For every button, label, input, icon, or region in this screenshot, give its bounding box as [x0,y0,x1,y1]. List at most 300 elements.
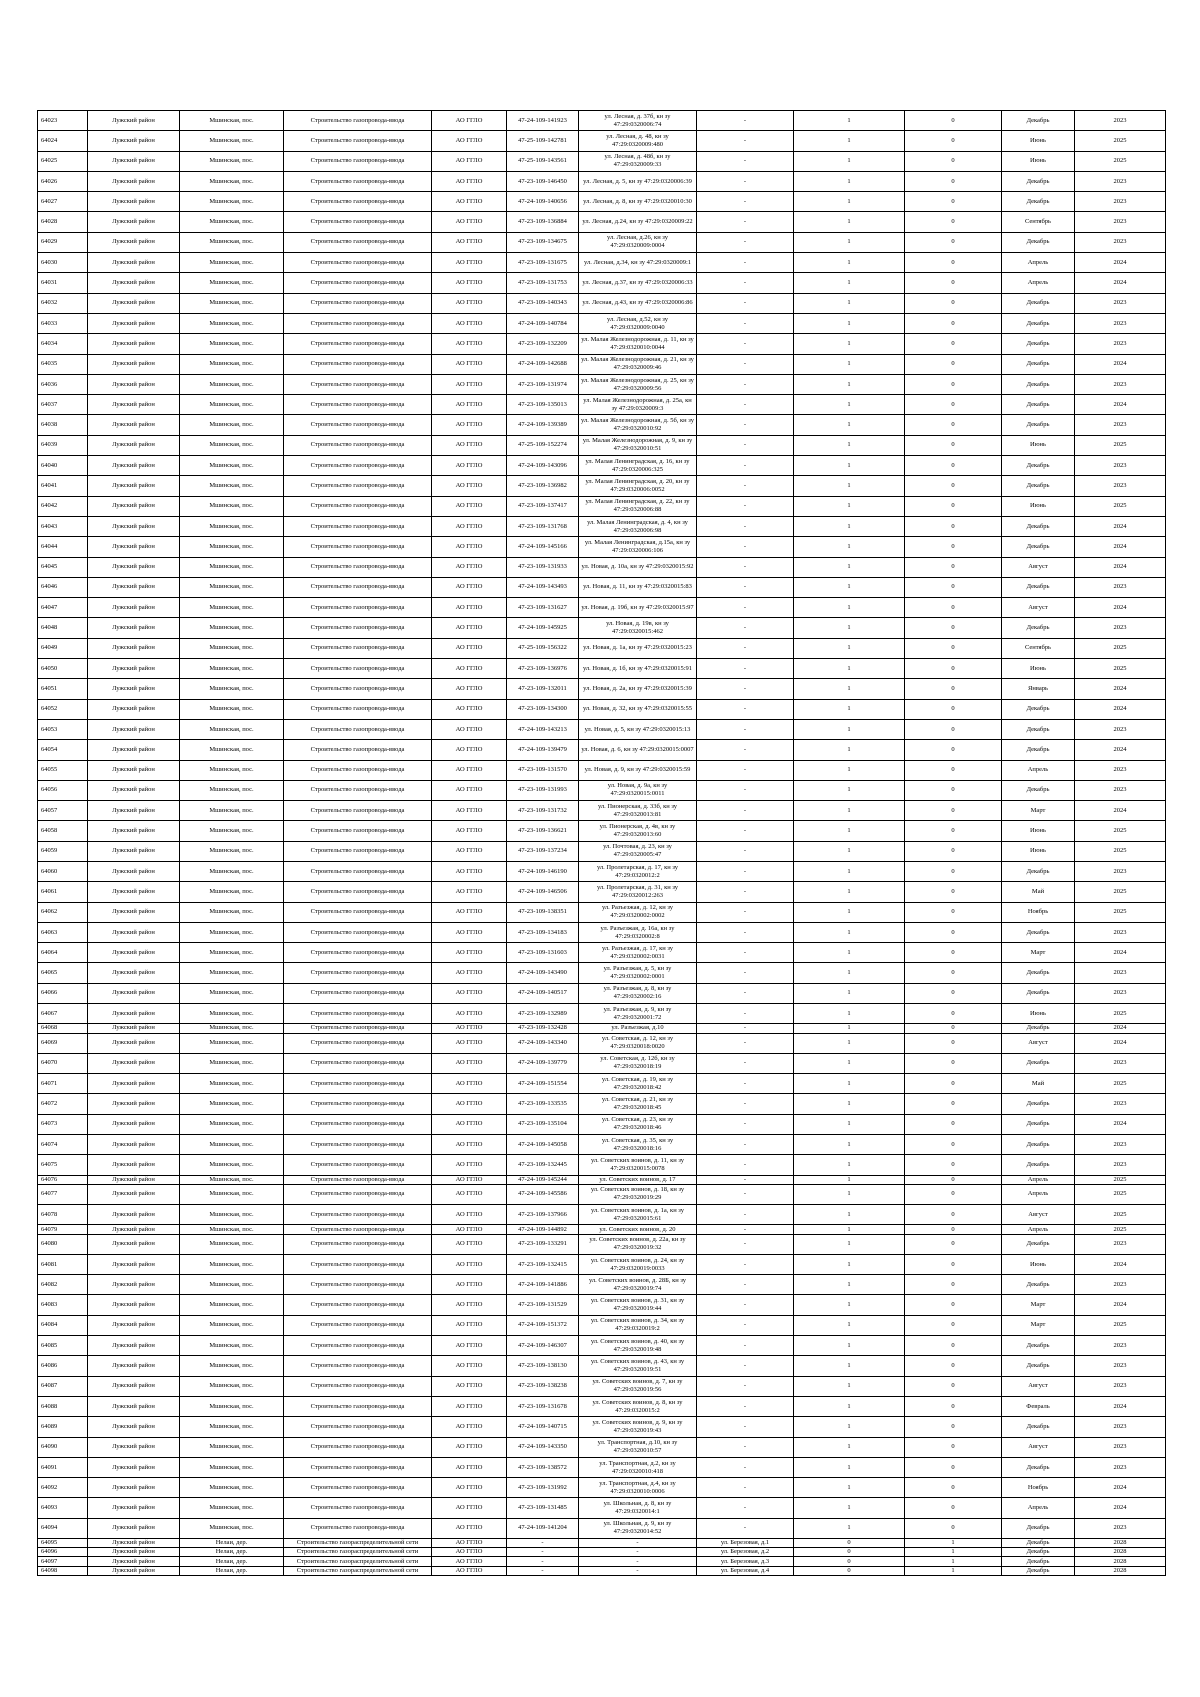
cell-district: Лужский район [88,821,180,841]
cell-id: 64076 [38,1175,88,1184]
cell-street: - [697,1437,794,1457]
cell-year: 2023 [1075,1135,1166,1155]
cell-organization: АО ГГЛО [432,293,507,313]
cell-address: ул. Новая, д. 5, кн зу 47:29:0320015:13 [579,719,697,739]
cell-year: 2024 [1075,1396,1166,1416]
cell-address: ул. Советских воинов, д. 9, кн зу 47:29:0320019:43 [579,1417,697,1437]
cell-month: Декабрь [1002,1457,1075,1477]
cell-id: 64092 [38,1478,88,1498]
cell-address: ул. Новая, д. 19б, кн зу 47:29:0320015:97 [579,598,697,618]
cell-work-type: Строительство газопровода-ввода [284,983,432,1003]
cell-id: 64075 [38,1155,88,1175]
cell-district: Лужский район [88,1275,180,1295]
cell-street: - [697,679,794,699]
cell-count-a: 1 [794,1094,905,1114]
cell-street: - [697,861,794,881]
cell-street: - [697,476,794,496]
table-row [38,699,1166,719]
cell-work-type: Строительство газопровода-ввода [284,638,432,658]
cell-count-a: 1 [794,1498,905,1518]
cell-count-a: 1 [794,212,905,232]
cell-organization: АО ГГЛО [432,598,507,618]
cell-settlement: Мшинская, пос. [180,963,284,983]
cell-address: ул. Малая Железнодорожная, д. 9, кн зу 47:29:0320010:51 [579,435,697,455]
cell-address: ул. Малая Железнодорожная, д. 11, кн зу 47:29:0320010:0044 [579,334,697,354]
table-row [38,659,1166,679]
cell-street: - [697,415,794,435]
cell-code: 47-24-109-145586 [507,1184,579,1204]
cell-year: 2024 [1075,354,1166,374]
cell-street: - [697,1053,794,1073]
cell-year: 2028 [1075,1566,1166,1575]
cell-settlement: Мшинская, пос. [180,1498,284,1518]
cell-count-b: 0 [905,882,1002,902]
cell-district: Лужский район [88,760,180,780]
table-row [38,456,1166,476]
cell-code: 47-24-109-139389 [507,415,579,435]
cell-settlement: Мшинская, пос. [180,1336,284,1356]
cell-code: 47-24-109-145166 [507,537,579,557]
cell-work-type: Строительство газопровода-ввода [284,1074,432,1094]
cell-street: - [697,719,794,739]
cell-count-b: 0 [905,780,1002,800]
cell-code: 47-24-109-151372 [507,1315,579,1335]
cell-settlement: Мшинская, пос. [180,577,284,597]
cell-count-b: 0 [905,659,1002,679]
cell-work-type: Строительство газопровода-ввода [284,1275,432,1295]
cell-district: Лужский район [88,1557,180,1566]
cell-year: 2025 [1075,1004,1166,1024]
cell-district: Лужский район [88,1518,180,1538]
cell-count-b: 0 [905,922,1002,942]
cell-id: 64093 [38,1498,88,1518]
cell-code: - [507,1539,579,1548]
table-row [38,922,1166,942]
cell-code: 47-23-109-136982 [507,476,579,496]
cell-count-b: 0 [905,1033,1002,1053]
table-row [38,1437,1166,1457]
cell-district: Лужский район [88,1074,180,1094]
cell-district: Лужский район [88,516,180,536]
cell-code: 47-23-109-146450 [507,171,579,191]
cell-code: 47-24-109-139479 [507,740,579,760]
cell-count-a: 1 [794,1295,905,1315]
cell-count-a: 1 [794,151,905,171]
cell-count-a: 1 [794,131,905,151]
cell-month: Май [1002,1074,1075,1094]
cell-year: 2024 [1075,740,1166,760]
cell-address: ул. Новая, д. 2а, кн зу 47:29:0320015:39 [579,679,697,699]
cell-month: Декабрь [1002,740,1075,760]
cell-count-a: 1 [794,537,905,557]
cell-count-a: 1 [794,861,905,881]
cell-district: Лужский район [88,618,180,638]
cell-id: 64026 [38,171,88,191]
cell-month: Декабрь [1002,1417,1075,1437]
cell-settlement: Мшинская, пос. [180,476,284,496]
cell-organization: АО ГГЛО [432,516,507,536]
cell-address: ул. Советская, д. 35, кн зу 47:29:0320018:16 [579,1135,697,1155]
cell-district: Лужский район [88,841,180,861]
cell-address: ул. Пионерская, д. 33б, кн зу 47:29:0320013:81 [579,801,697,821]
cell-year: 2024 [1075,1478,1166,1498]
table-row [38,1184,1166,1204]
cell-settlement: Мшинская, пос. [180,1356,284,1376]
cell-settlement: Мшинская, пос. [180,1315,284,1335]
cell-settlement: Мшинская, пос. [180,1024,284,1033]
cell-year: 2025 [1075,882,1166,902]
cell-month: Декабрь [1002,192,1075,212]
cell-organization: АО ГГЛО [432,1376,507,1396]
cell-settlement: Мшинская, пос. [180,253,284,273]
cell-settlement: Мшинская, пос. [180,516,284,536]
cell-id: 64086 [38,1356,88,1376]
cell-work-type: Строительство газопровода-ввода [284,212,432,232]
cell-month: Август [1002,557,1075,577]
cell-month: Март [1002,1295,1075,1315]
cell-count-b: 0 [905,516,1002,536]
cell-count-a: 1 [794,435,905,455]
table-row [38,740,1166,760]
cell-id: 64048 [38,618,88,638]
cell-address: ул. Малая Железнодорожная, д. 5б, кн зу 47:29:0320010:92 [579,415,697,435]
cell-street: - [697,253,794,273]
cell-district: Лужский район [88,1356,180,1376]
cell-work-type: Строительство газопровода-ввода [284,415,432,435]
cell-organization: АО ГГЛО [432,415,507,435]
cell-district: Лужский район [88,1114,180,1134]
cell-street: - [697,841,794,861]
cell-organization: АО ГГЛО [432,1074,507,1094]
cell-count-b: 0 [905,841,1002,861]
cell-district: Лужский район [88,253,180,273]
cell-id: 64025 [38,151,88,171]
cell-street: - [697,1024,794,1033]
cell-street: - [697,374,794,394]
cell-organization: АО ГГЛО [432,1437,507,1457]
cell-organization: АО ГГЛО [432,1155,507,1175]
cell-street: - [697,801,794,821]
cell-address: ул. Малая Ленинградская, д. 16, кн зу 47:29:0320006:325 [579,456,697,476]
cell-address: ул. Советская, д. 23, кн зу 47:29:0320018:46 [579,1114,697,1134]
cell-count-b: 0 [905,212,1002,232]
cell-work-type: Строительство газопровода-ввода [284,659,432,679]
cell-year: 2024 [1075,1033,1166,1053]
table-row [38,151,1166,171]
cell-work-type: Строительство газопровода-ввода [284,1053,432,1073]
cell-settlement: Нелаи, дер. [180,1566,284,1575]
cell-id: 64061 [38,882,88,902]
cell-count-a: 1 [794,1033,905,1053]
cell-id: 64054 [38,740,88,760]
cell-id: 64049 [38,638,88,658]
cell-district: Лужский район [88,1336,180,1356]
cell-settlement: Мшинская, пос. [180,537,284,557]
cell-id: 64071 [38,1074,88,1094]
cell-address: ул. Советских воинов, д. 34, кн зу 47:29:0320019:2 [579,1315,697,1335]
cell-month: Июнь [1002,435,1075,455]
cell-organization: АО ГГЛО [432,456,507,476]
cell-settlement: Мшинская, пос. [180,192,284,212]
cell-work-type: Строительство газопровода-ввода [284,354,432,374]
cell-work-type: Строительство газопровода-ввода [284,1184,432,1204]
cell-street: - [697,131,794,151]
cell-street: - [697,1295,794,1315]
cell-count-a: 1 [794,1205,905,1225]
cell-district: Лужский район [88,598,180,618]
cell-address: ул. Советская, д. 21, кн зу 47:29:0320018:45 [579,1094,697,1114]
cell-address: ул. Пионерская, д. 4в, кн зу 47:29:0320013:60 [579,821,697,841]
cell-month: Март [1002,801,1075,821]
cell-code: 47-24-109-142688 [507,354,579,374]
cell-address: ул. Школьная, д. 8, кн зу 47:29:0320014:1 [579,1498,697,1518]
table-row [38,1033,1166,1053]
table-row [38,1566,1166,1575]
cell-address: ул. Лесная, д. 48б, кн зу 47:29:0320009:33 [579,151,697,171]
table-row [38,1356,1166,1376]
cell-code: 47-25-109-143561 [507,151,579,171]
cell-street: - [697,456,794,476]
cell-year: 2023 [1075,1417,1166,1437]
cell-year: 2023 [1075,922,1166,942]
cell-work-type: Строительство газопровода-ввода [284,1114,432,1134]
table-row [38,1498,1166,1518]
cell-code: 47-23-109-131675 [507,253,579,273]
cell-month: Декабрь [1002,1094,1075,1114]
table-row [38,171,1166,191]
cell-address: ул. Лесная, д.43, кн зу 47:29:0320006:86 [579,293,697,313]
cell-code: 47-23-109-134183 [507,922,579,942]
cell-count-a: 1 [794,821,905,841]
cell-count-b: 0 [905,577,1002,597]
cell-month: Июнь [1002,1254,1075,1274]
cell-month: Декабрь [1002,1548,1075,1557]
cell-count-b: 0 [905,1254,1002,1274]
cell-year: 2023 [1075,1336,1166,1356]
cell-code: 47-23-109-138351 [507,902,579,922]
cell-settlement: Мшинская, пос. [180,1175,284,1184]
table-row [38,1114,1166,1134]
cell-month: Декабрь [1002,1539,1075,1548]
cell-id: 64098 [38,1566,88,1575]
cell-street: - [697,1114,794,1134]
cell-month: Март [1002,943,1075,963]
cell-id: 64041 [38,476,88,496]
cell-year: 2023 [1075,963,1166,983]
cell-month: Декабрь [1002,374,1075,394]
cell-organization: АО ГГЛО [432,1225,507,1234]
cell-work-type: Строительство газопровода-ввода [284,598,432,618]
cell-settlement: Мшинская, пос. [180,821,284,841]
cell-district: Лужский район [88,496,180,516]
cell-count-a: 1 [794,1234,905,1254]
cell-count-a: 1 [794,1225,905,1234]
cell-street: - [697,1518,794,1538]
cell-settlement: Нелаи, дер. [180,1548,284,1557]
cell-work-type: Строительство газопровода-ввода [284,192,432,212]
cell-count-b: 0 [905,598,1002,618]
cell-id: 64044 [38,537,88,557]
cell-settlement: Мшинская, пос. [180,780,284,800]
cell-year: 2025 [1075,1175,1166,1184]
cell-id: 64073 [38,1114,88,1134]
cell-work-type: Строительство газопровода-ввода [284,1254,432,1274]
cell-work-type: Строительство газопровода-ввода [284,456,432,476]
document-page [37,110,1165,1576]
cell-settlement: Мшинская, пос. [180,212,284,232]
cell-code: 47-24-109-143213 [507,719,579,739]
cell-settlement: Мшинская, пос. [180,557,284,577]
cell-count-a: 1 [794,1336,905,1356]
cell-count-b: 0 [905,232,1002,252]
cell-month: Декабрь [1002,1356,1075,1376]
cell-count-a: 1 [794,841,905,861]
cell-organization: АО ГГЛО [432,943,507,963]
cell-code: 47-23-109-132011 [507,679,579,699]
cell-organization: АО ГГЛО [432,577,507,597]
cell-count-b: 0 [905,171,1002,191]
cell-count-b: 0 [905,821,1002,841]
cell-street: - [697,537,794,557]
cell-organization: АО ГГЛО [432,1175,507,1184]
cell-year: 2023 [1075,415,1166,435]
cell-year: 2024 [1075,395,1166,415]
cell-settlement: Мшинская, пос. [180,740,284,760]
cell-organization: АО ГГЛО [432,151,507,171]
cell-street: - [697,1135,794,1155]
cell-count-a: 1 [794,334,905,354]
cell-count-b: 0 [905,1053,1002,1073]
cell-district: Лужский район [88,1004,180,1024]
cell-settlement: Мшинская, пос. [180,1155,284,1175]
table-row [38,679,1166,699]
cell-settlement: Мшинская, пос. [180,1275,284,1295]
cell-street: - [697,1478,794,1498]
cell-month: Декабрь [1002,537,1075,557]
cell-id: 64029 [38,232,88,252]
cell-count-b: 0 [905,1184,1002,1204]
cell-id: 64031 [38,273,88,293]
table-row [38,354,1166,374]
cell-district: Лужский район [88,1094,180,1114]
cell-month: Декабрь [1002,395,1075,415]
cell-code: 47-24-109-145244 [507,1175,579,1184]
table-row [38,111,1166,131]
cell-district: Лужский район [88,537,180,557]
cell-settlement: Мшинская, пос. [180,679,284,699]
cell-count-b: 0 [905,699,1002,719]
cell-id: 64024 [38,131,88,151]
cell-count-b: 1 [905,1539,1002,1548]
table-row [38,313,1166,333]
cell-month: Декабрь [1002,577,1075,597]
table-row [38,1225,1166,1234]
cell-count-a: 1 [794,1376,905,1396]
cell-year: 2024 [1075,1295,1166,1315]
cell-organization: АО ГГЛО [432,1566,507,1575]
cell-count-a: 1 [794,1155,905,1175]
cell-organization: АО ГГЛО [432,1234,507,1254]
cell-work-type: Строительство газопровода-ввода [284,1135,432,1155]
cell-month: Июнь [1002,841,1075,861]
cell-id: 64046 [38,577,88,597]
cell-settlement: Мшинская, пос. [180,374,284,394]
cell-work-type: Строительство газопровода-ввода [284,476,432,496]
cell-month: Декабрь [1002,456,1075,476]
cell-count-a: 1 [794,253,905,273]
cell-month: Апрель [1002,1225,1075,1234]
cell-settlement: Мшинская, пос. [180,334,284,354]
cell-year: 2024 [1075,253,1166,273]
cell-count-a: 1 [794,577,905,597]
cell-code: - [507,1557,579,1566]
cell-year: 2023 [1075,577,1166,597]
cell-settlement: Мшинская, пос. [180,171,284,191]
cell-organization: АО ГГЛО [432,963,507,983]
cell-address: ул. Советских воинов, д. 7, кн зу 47:29:0320019:56 [579,1376,697,1396]
cell-code: 47-24-109-145925 [507,618,579,638]
table-row [38,1234,1166,1254]
cell-code: 47-23-109-134675 [507,232,579,252]
cell-count-a: 1 [794,171,905,191]
cell-month: Декабрь [1002,516,1075,536]
cell-count-a: 1 [794,983,905,1003]
cell-id: 64084 [38,1315,88,1335]
cell-count-a: 1 [794,1135,905,1155]
cell-id: 64063 [38,922,88,942]
cell-settlement: Мшинская, пос. [180,435,284,455]
cell-settlement: Мшинская, пос. [180,719,284,739]
cell-organization: АО ГГЛО [432,1336,507,1356]
cell-code: 47-24-109-151554 [507,1074,579,1094]
cell-work-type: Строительство газопровода-ввода [284,801,432,821]
cell-settlement: Мшинская, пос. [180,131,284,151]
cell-address: ул. Разъезжая, д. 16а, кн зу 47:29:0320002:8 [579,922,697,942]
cell-district: Лужский район [88,456,180,476]
cell-year: 2023 [1075,780,1166,800]
gasification-table [37,110,1166,1576]
cell-count-a: 1 [794,516,905,536]
cell-address: ул. Малая Ленинградская, д. 4, кн зу 47:29:0320006:98 [579,516,697,536]
cell-code: 47-24-109-143096 [507,456,579,476]
cell-count-b: 0 [905,1114,1002,1134]
cell-id: 64027 [38,192,88,212]
cell-count-b: 0 [905,1295,1002,1315]
cell-year: 2024 [1075,516,1166,536]
cell-month: Декабрь [1002,415,1075,435]
cell-id: 64037 [38,395,88,415]
cell-settlement: Мшинская, пос. [180,902,284,922]
cell-address: ул. Новая, д. 32, кн зу 47:29:0320015:55 [579,699,697,719]
cell-district: Лужский район [88,1566,180,1575]
cell-count-b: 1 [905,1566,1002,1575]
cell-code: 47-23-109-131603 [507,943,579,963]
cell-street: - [697,1175,794,1184]
cell-district: Лужский район [88,659,180,679]
cell-id: 64033 [38,313,88,333]
cell-organization: АО ГГЛО [432,131,507,151]
cell-district: Лужский район [88,334,180,354]
cell-count-a: 1 [794,476,905,496]
cell-address: ул. Разъезжая, д. 12, кн зу 47:29:0320002:0002 [579,902,697,922]
cell-organization: АО ГГЛО [432,1396,507,1416]
cell-organization: АО ГГЛО [432,354,507,374]
cell-code: 47-23-109-140343 [507,293,579,313]
cell-district: Лужский район [88,354,180,374]
cell-id: 64050 [38,659,88,679]
table-row [38,1457,1166,1477]
cell-organization: АО ГГЛО [432,1004,507,1024]
